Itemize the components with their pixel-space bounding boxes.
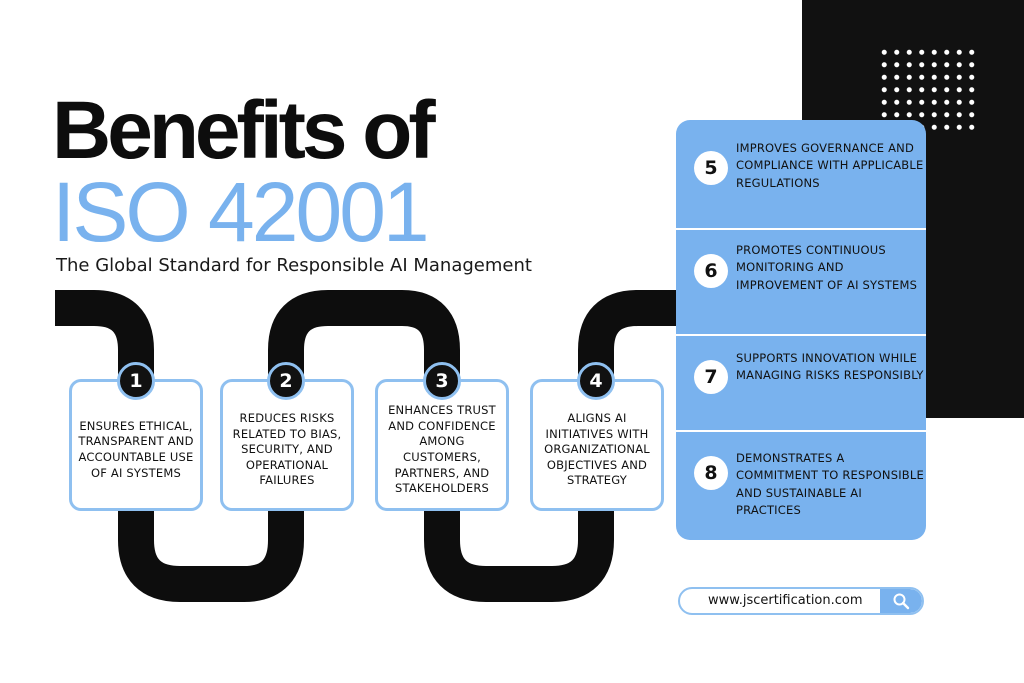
benefit-text-8: DEMONSTRATES A COMMITMENT TO RESPONSIBLE AND SUSTAINABLE AI PRACTICES bbox=[736, 451, 924, 517]
benefit-text-5: IMPROVES GOVERNANCE AND COMPLIANCE WITH APPLICABLE REGULATIONS bbox=[736, 141, 924, 190]
benefit-number-7: 7 bbox=[694, 360, 728, 394]
benefit-text-3: ENHANCES TRUST AND CONFIDENCE AMONG CUSTOMERS, PARTNERS, AND STAKEHOLDERS bbox=[388, 403, 496, 496]
benefit-badge-4: 4 bbox=[577, 362, 615, 400]
search-button[interactable] bbox=[880, 589, 922, 613]
row-divider bbox=[676, 228, 926, 230]
benefit-badge-3: 3 bbox=[423, 362, 461, 400]
search-icon bbox=[892, 592, 910, 610]
benefit-badge-1: 1 bbox=[117, 362, 155, 400]
benefit-badge-2: 2 bbox=[267, 362, 305, 400]
benefit-text-7: SUPPORTS INNOVATION WHILE MANAGING RISKS RESPONSIBLY bbox=[736, 351, 924, 383]
page-title-line1: Benefits of bbox=[52, 85, 432, 176]
row-divider bbox=[676, 334, 926, 336]
benefit-number-5: 5 bbox=[694, 151, 728, 185]
row-divider bbox=[676, 430, 926, 432]
page-title-line2: ISO 42001 bbox=[52, 165, 427, 259]
benefit-number-6: 6 bbox=[694, 254, 728, 288]
page-subtitle: The Global Standard for Responsible AI Management bbox=[56, 255, 532, 276]
website-url-bar[interactable] bbox=[678, 587, 924, 615]
website-url[interactable]: www.jscertification.com bbox=[708, 593, 863, 608]
benefits-panel bbox=[676, 120, 926, 540]
benefit-text-2: REDUCES RISKS RELATED TO BIAS, SECURITY, AND OPERATIONAL FAILURES bbox=[232, 411, 342, 488]
benefit-text-6: PROMOTES CONTINUOUS MONITORING AND IMPROVEMENT OF AI SYSTEMS bbox=[736, 243, 918, 292]
benefit-text-1: ENSURES ETHICAL, TRANSPARENT AND ACCOUNTABLE USE OF AI SYSTEMS bbox=[78, 418, 194, 480]
benefit-text-4: ALIGNS AI INITIATIVES WITH ORGANIZATIONAL OBJECTIVES AND STRATEGY bbox=[544, 411, 650, 488]
benefit-number-8: 8 bbox=[694, 456, 728, 490]
